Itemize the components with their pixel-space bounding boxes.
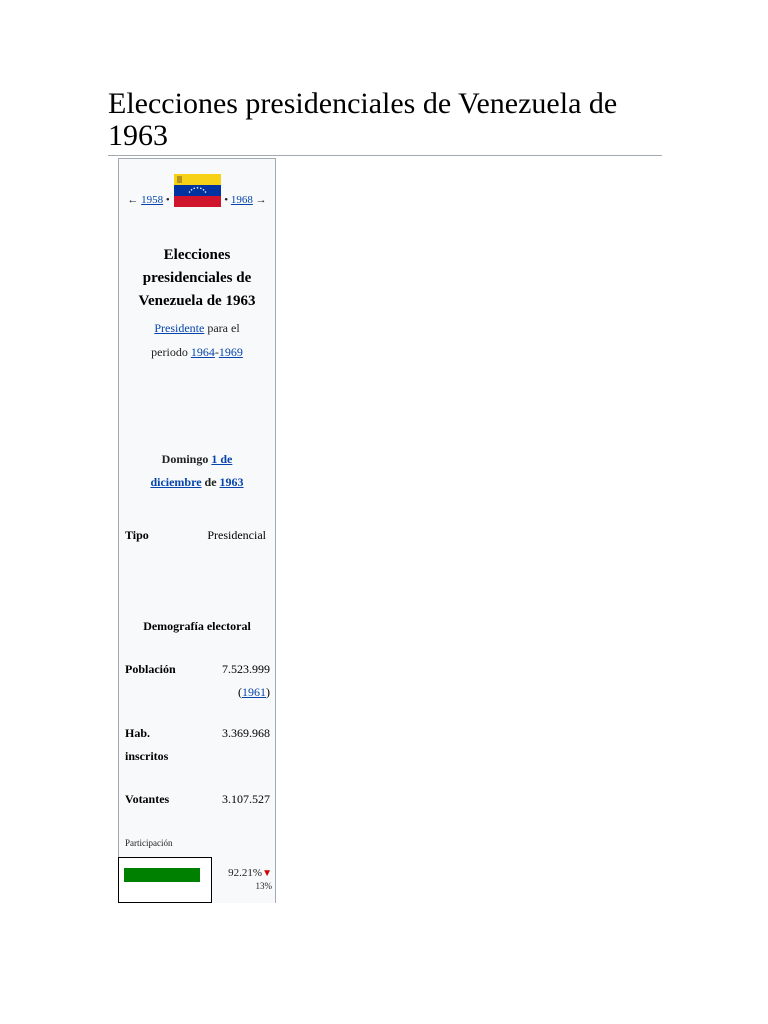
year-link[interactable]: 1963 bbox=[219, 475, 244, 489]
inscritos-value: 3.369.968 bbox=[222, 726, 270, 740]
prev-arrow-icon: ← bbox=[127, 194, 139, 206]
inscritos-label-line: inscritos bbox=[125, 749, 169, 763]
date-day-label: Domingo bbox=[161, 452, 212, 466]
prev-election-link[interactable]: 1958 bbox=[141, 194, 164, 206]
date-link[interactable]: 1 de bbox=[211, 452, 233, 466]
date-link[interactable]: diciembre bbox=[150, 475, 202, 489]
nav-separator: • bbox=[165, 194, 170, 206]
poblacion-label: Población bbox=[125, 662, 176, 676]
election-nav bbox=[118, 193, 276, 207]
period-text: periodo bbox=[151, 345, 191, 359]
election-date bbox=[118, 448, 276, 494]
period-dash: - bbox=[214, 345, 219, 359]
infobox-heading-line: Venezuela de 1963 bbox=[138, 293, 256, 309]
poblacion-value bbox=[190, 658, 270, 704]
poblacion-number: 7.523.999 bbox=[222, 662, 270, 676]
period-start-link[interactable]: 1964 bbox=[190, 345, 215, 359]
votantes-value: 3.107.527 bbox=[222, 792, 270, 806]
date-de: de bbox=[201, 475, 220, 489]
presidente-link[interactable]: Presidente bbox=[154, 321, 205, 335]
votantes-label: Votantes bbox=[125, 792, 170, 806]
participacion-value: 92.21% bbox=[228, 867, 263, 879]
next-election-link[interactable]: 1968 bbox=[230, 194, 253, 206]
tipo-label: Tipo bbox=[125, 528, 149, 542]
participacion-change: 13% bbox=[255, 881, 272, 891]
period-text: para el bbox=[204, 321, 240, 335]
paren-open: ( bbox=[238, 685, 242, 699]
infobox-heading-line: Elecciones bbox=[163, 247, 231, 263]
page-title: Elecciones presidenciales de Venezuela de 1963 bbox=[108, 87, 618, 152]
next-arrow-icon: → bbox=[255, 194, 267, 206]
participacion-value-block bbox=[222, 866, 272, 892]
infobox-heading-line: presidenciales de bbox=[142, 270, 252, 286]
tipo-value: Presidencial bbox=[207, 528, 266, 542]
participacion-bar-frame bbox=[118, 857, 212, 903]
participacion-bar bbox=[124, 868, 200, 882]
infobox-period bbox=[118, 316, 276, 364]
census-year-link[interactable]: 1961 bbox=[242, 685, 266, 699]
participacion-label: Participación bbox=[125, 838, 173, 848]
title-divider bbox=[108, 155, 662, 156]
inscritos-label-line: Hab. bbox=[125, 726, 151, 740]
infobox-heading bbox=[118, 244, 276, 313]
inscritos-label bbox=[125, 722, 168, 768]
nav-separator: • bbox=[224, 194, 229, 206]
demography-heading: Demografía electoral bbox=[143, 619, 251, 633]
period-end-link[interactable]: 1969 bbox=[218, 345, 243, 359]
down-triangle-icon: ▼ bbox=[262, 868, 272, 879]
paren-close: ) bbox=[266, 685, 270, 699]
